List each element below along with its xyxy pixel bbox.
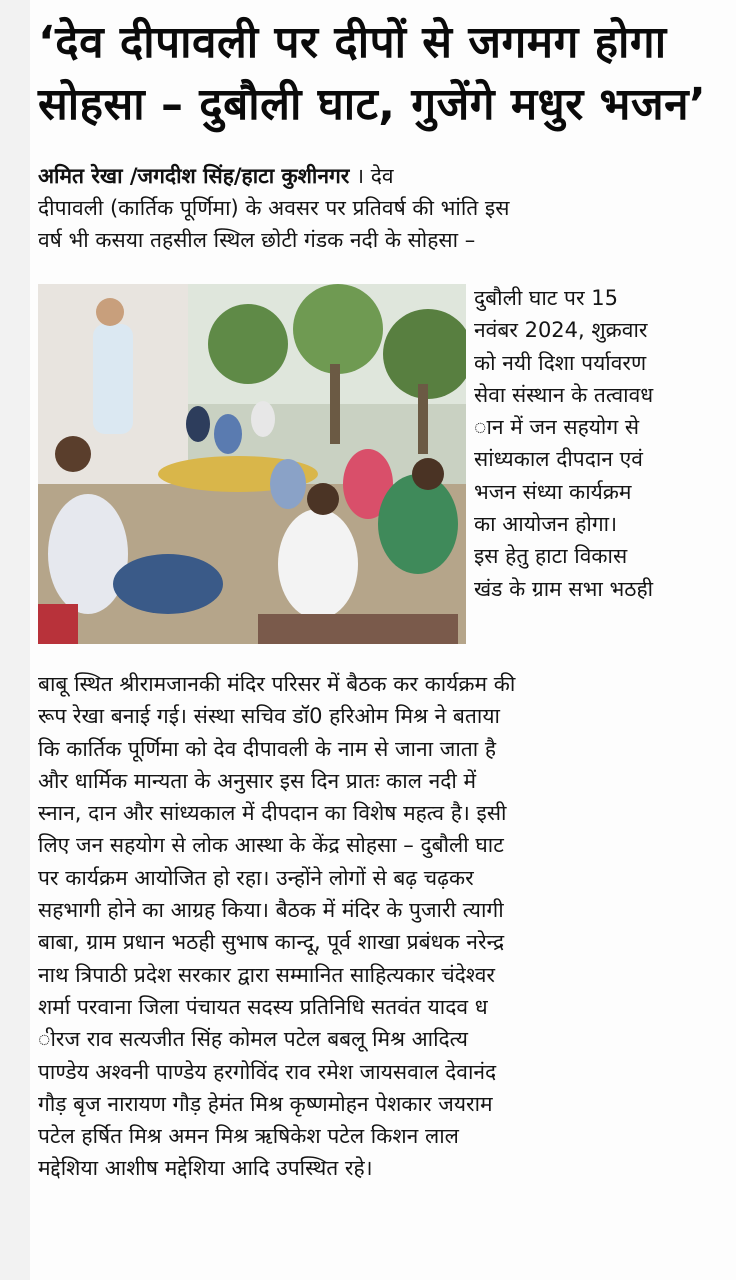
side-line: सेवा संस्थान के तत्वावध [474,382,654,407]
article-photo [38,284,466,644]
body-line: गौड़ बृज नारायण गौड़ हेमंत मिश्र कृष्णमोहन पेशकार जयराम [38,1091,493,1116]
body-line: पटेल हर्षित मिश्र अमन मिश्र ऋषिकेश पटेल किशन लाल [38,1124,459,1149]
body-line: बाबा, ग्राम प्रधान भठही सुभाष कान्दू, पूर्व शाखा प्रबंधक नरेन्द्र [38,930,505,955]
body-line: बाबू स्थित श्रीरामजानकी मंदिर परिसर में बैठक कर कार्यक्रम की [38,672,516,696]
side-line: नवंबर 2024, शुक्रवार [474,318,648,343]
body-line: लिए जन सहयोग से लोक आस्था के केंद्र सोहसा – दुबौली घाट [38,833,504,858]
side-line: सांध्यकाल दीपदान एवं [474,447,643,472]
side-line: दुबौली घाट पर 15 [474,286,618,310]
headline-line-2: सोहसा – दुबौली घाट, गुजेंगे मधुर भजन’ [38,79,707,130]
body-line: कि कार्तिक पूर्णिमा को देव दीपावली के नाम से जाना जाता है [38,736,497,761]
body-line: मद्देशिया आशीष मद्देशिया आदि उपस्थित रहे। [38,1156,373,1181]
body-paragraph [38,668,728,1185]
body-line: नाथ त्रिपाठी प्रदेश सरकार द्वारा सम्मानित साहित्यकार चंदेश्वर [38,962,496,987]
side-line: ान में जन सहयोग से [474,415,640,440]
body-line: शर्मा परवाना जिला पंचायत सदस्य प्रतिनिधि सतवंत यादव ध [38,994,488,1019]
body-line: ीरज राव सत्यजीत सिंह कोमल पटेल बबलू मिश्र आदित्य [38,1027,468,1052]
body-line: पाण्डेय अश्वनी पाण्डेय हरगोविंद राव रमेश जायसवाल देवानंद [38,1059,497,1084]
dateline-start: । देव [356,164,394,188]
side-line: को नयी दिशा पर्यावरण [474,350,647,375]
meeting-photo-illustration [38,284,466,644]
intro-line: वर्ष भी कसया तहसील स्थिल छोटी गंडक नदी के सोहसा – [38,228,476,253]
side-column [474,282,728,605]
body-line: स्नान, दान और सांध्यकाल में दीपदान का विशेष महत्व है। इसी [38,801,507,826]
side-line: इस हेतु हाटा विकास [474,544,628,569]
byline: अमित रेखा /जगदीश सिंह/हाटा कुशीनगर [38,164,350,188]
side-line: का आयोजन होगा। [474,512,618,537]
body-line: पर कार्यक्रम आयोजित हो रहा। उन्होंने लोगों से बढ़ चढ़कर [38,865,474,890]
body-line: सहभागी होने का आग्रह किया। बैठक में मंदिर के पुजारी त्यागी [38,898,504,923]
headline-line-1: ‘देव दीपावली पर दीपों से जगमग होगा [38,17,667,68]
body-line: और धार्मिक मान्यता के अनुसार इस दिन प्रातः काल नदी में [38,768,477,793]
side-line: खंड के ग्राम सभा भठही [474,576,654,601]
byline-row [38,160,728,192]
page-edge [0,0,30,1280]
intro-paragraph [38,192,728,257]
headline [38,12,728,136]
body-line: रूप रेखा बनाई गई। संस्था सचिव डॉ0 हरिओम मिश्र ने बताया [38,704,500,729]
side-line: भजन संध्या कार्यक्रम [474,479,632,504]
intro-line: दीपावली (कार्तिक पूर्णिमा) के अवसर पर प्रतिवर्ष की भांति इस [38,196,510,220]
